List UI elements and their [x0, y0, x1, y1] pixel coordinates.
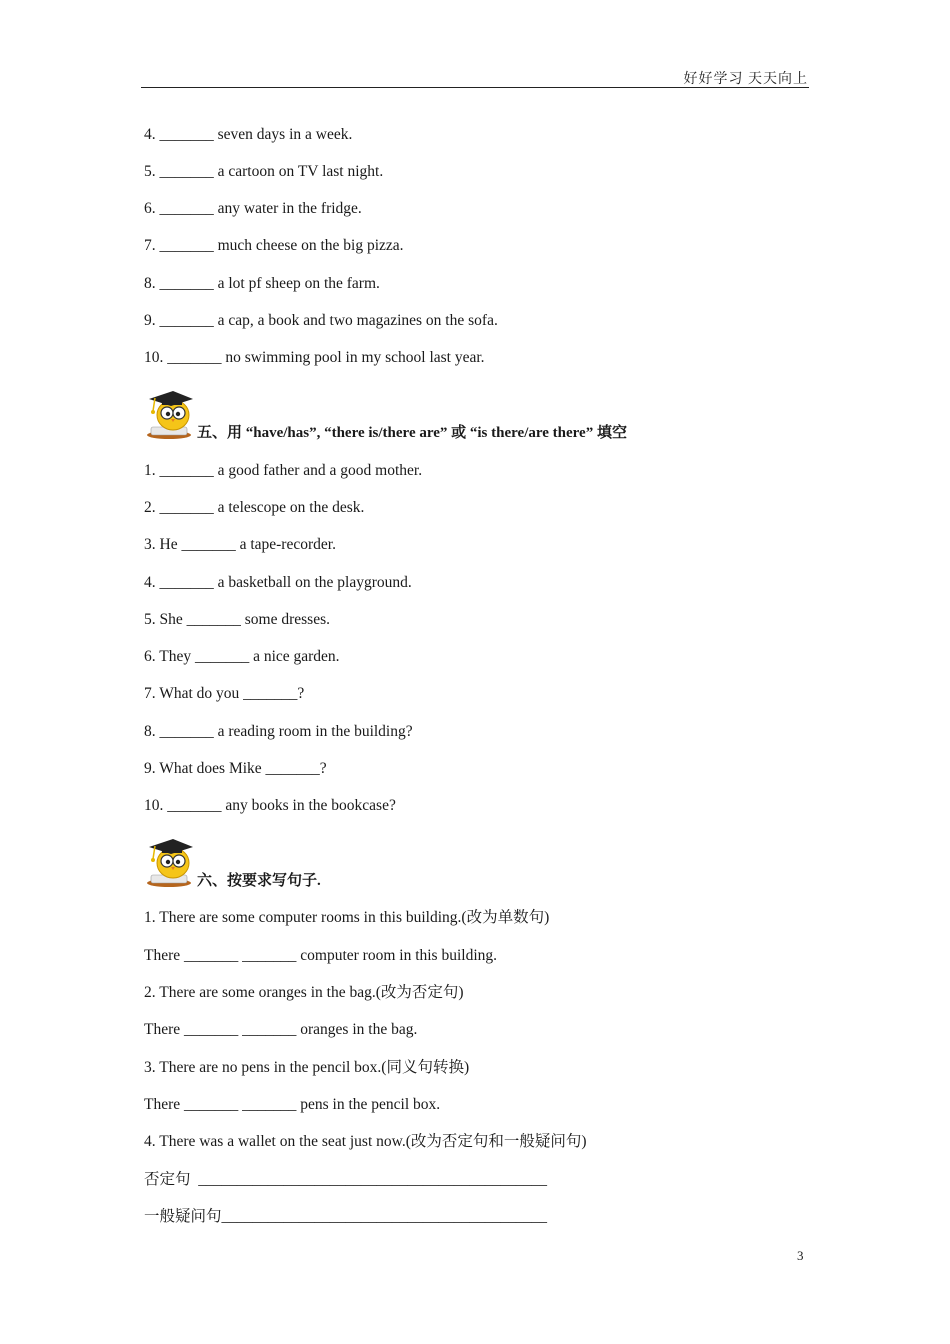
list-item: 2. There are some oranges in the bag.(改为否定句)	[144, 984, 464, 1001]
owl-graduate-icon	[143, 833, 195, 887]
list-item: 7. _______ much cheese on the big pizza.	[144, 237, 404, 254]
header-divider	[141, 87, 809, 88]
list-item: 5. _______ a cartoon on TV last night.	[144, 163, 384, 180]
list-item: 一般疑问句__________________________________________	[144, 1208, 548, 1225]
list-item: 10. _______ no swimming pool in my school last year.	[144, 349, 485, 366]
section-heading: 五、用 “have/has”, “there is/there are” 或 “is there/are there” 填空	[197, 425, 627, 441]
list-item: 6. _______ any water in the fridge.	[144, 200, 362, 217]
list-item: 否定句 _____________________________________________	[144, 1171, 548, 1188]
list-item: 1. There are some computer rooms in this building.(改为单数句)	[144, 909, 550, 926]
list-item: 2. _______ a telescope on the desk.	[144, 499, 365, 516]
list-item: There _______ _______ pens in the pencil box.	[144, 1096, 441, 1113]
list-item: 9. _______ a cap, a book and two magazines on the sofa.	[144, 312, 498, 329]
list-item: 1. _______ a good father and a good mother.	[144, 462, 423, 479]
list-item: 4. There was a wallet on the seat just now.(改为否定句和一般疑问句)	[144, 1133, 587, 1150]
list-item: There _______ _______ oranges in the bag.	[144, 1021, 418, 1038]
list-item: 4. _______ seven days in a week.	[144, 126, 353, 143]
list-item: 8. _______ a reading room in the building?	[144, 723, 413, 740]
header-title: 好好学习 天天向上	[683, 72, 808, 87]
list-item: 6. They _______ a nice garden.	[144, 648, 340, 665]
list-item: 8. _______ a lot pf sheep on the farm.	[144, 275, 380, 292]
list-item: 3. He _______ a tape-recorder.	[144, 536, 336, 553]
page-number: 3	[797, 1248, 804, 1263]
list-item: 3. There are no pens in the pencil box.(同义句转换)	[144, 1059, 470, 1076]
owl-graduate-icon	[143, 385, 195, 439]
list-item: 10. _______ any books in the bookcase?	[144, 797, 396, 814]
list-item: There _______ _______ computer room in this building.	[144, 947, 498, 964]
list-item: 9. What does Mike _______?	[144, 760, 327, 777]
section-heading: 六、按要求写句子.	[197, 873, 321, 889]
list-item: 5. She _______ some dresses.	[144, 611, 330, 628]
list-item: 4. _______ a basketball on the playground.	[144, 574, 412, 591]
list-item: 7. What do you _______?	[144, 685, 305, 702]
